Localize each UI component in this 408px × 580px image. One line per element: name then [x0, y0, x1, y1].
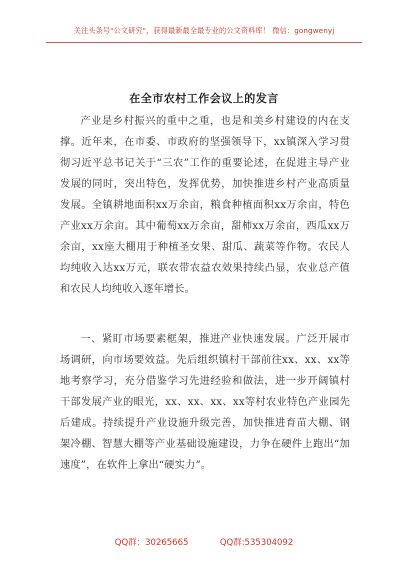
body-paragraph-2: 一、紧盯市场要素框架，推进产业快速发展。广泛开展市场调研，向市场要效益。先后组织镇村干部前往xx、xx、xx等地考察学习，充分借鉴学习先进经验和做法，进一步开阔镇村干部发展产业的眼光，xx、xx、xx、xx等村农业特色产业园先后建成。持续提升产业设施升级完善，加快推进育苗大棚、钢架冷棚、智慧大棚等产业基础设施建设，力争在硬件上跑出“加速度”，在软件上拿出“硬实力”。 [60, 334, 350, 471]
header-banner: 关注头条号"公文研究"，获得最新最全最专业的公文资料库！ 微信：gongwenyj [73, 26, 335, 35]
footer-qq-group-2: QQ群:535304092 [219, 538, 294, 548]
footer [0, 536, 408, 548]
header-divider [46, 42, 362, 43]
document-title: 在全市农村工作会议上的发言 [129, 92, 279, 105]
footer-qq-group-1: QQ群：30265665 [114, 538, 189, 548]
body-paragraph-1: 产业是乡村振兴的重中之重，也是和美乡村建设的内在支撑。近年来，在市委、市政府的坚强领导下，xx镇深入学习贯彻习近平总书记关于“三农”工作的重要论述，在促进主导产业发展的同时，突出特色，发挥优势，加快推进乡村产业高质量发展。全镇耕地面积xx万余亩，粮食种植面积xx万余亩，特色产业xx万余亩。其中葡萄xx万余亩，甜柿xx万余亩，西瓜xx万余亩，xx座大棚用于种植圣女果、甜瓜、蔬菜等作物。农民人均纯收入达xx万元，联农带农益农效果持续凸显，农业总产值和农民人均纯收入逐年增长。 [60, 116, 350, 295]
